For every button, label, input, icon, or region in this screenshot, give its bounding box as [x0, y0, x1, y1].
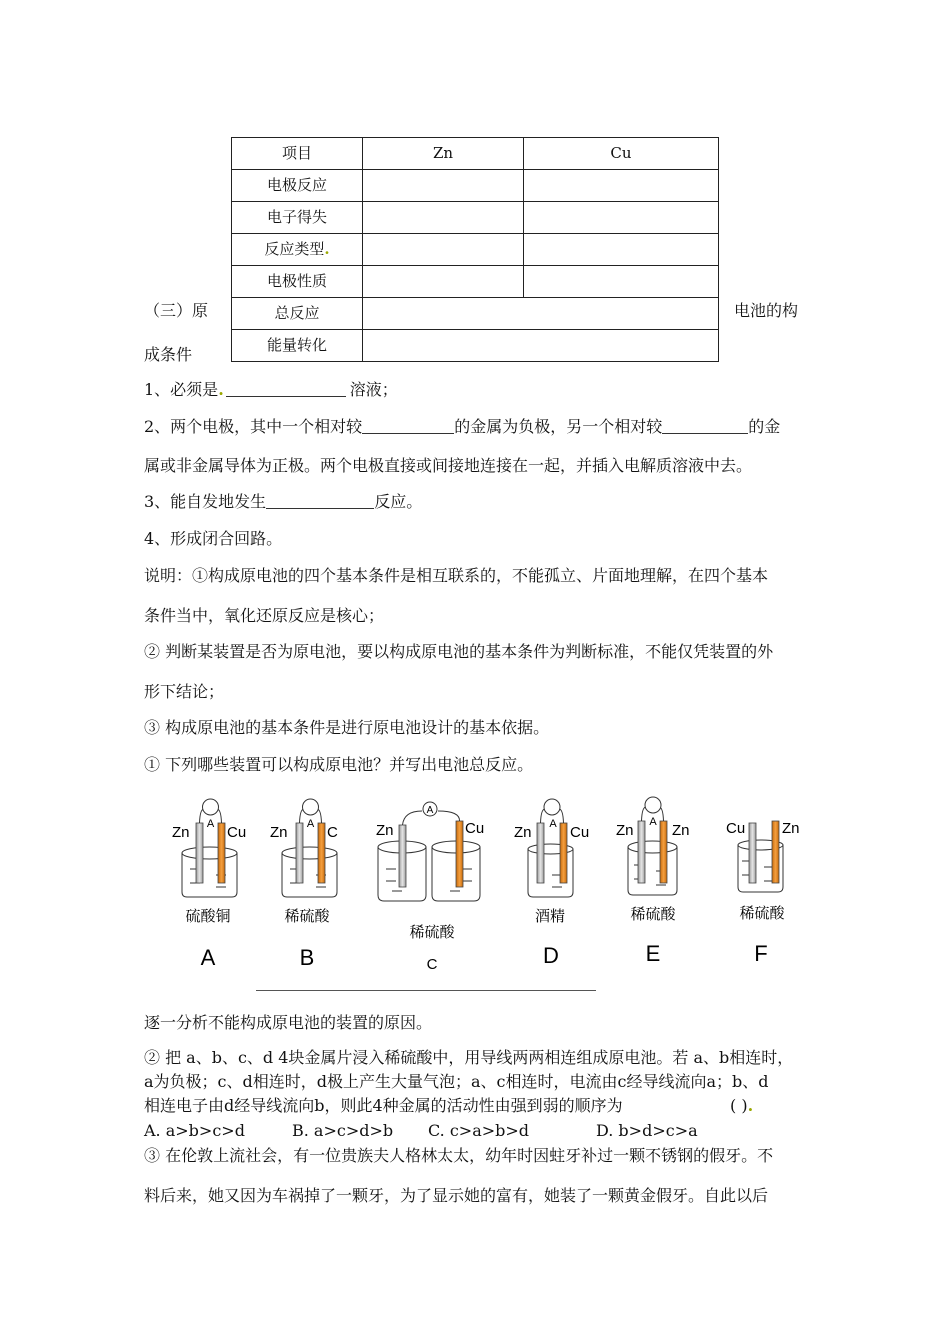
device-b-left-label: Zn	[270, 824, 288, 841]
device-b	[270, 799, 338, 970]
mark-dot: .	[324, 240, 330, 258]
fill-blank	[266, 493, 374, 509]
question-3-line1: ③ 在伦敦上流社会，有一位贵族夫人格林太太，幼年时因蛀牙补过一颗不锈钢的假牙。不	[144, 1146, 774, 1165]
ammeter-icon	[203, 799, 219, 815]
device-a-meter: A	[206, 818, 215, 830]
answer-paren-text: ( )	[730, 1096, 748, 1115]
device-e-right-label: Zn	[672, 822, 690, 839]
note-1-cont: 条件当中，氧化还原反应是核心；	[144, 606, 385, 625]
table-header-cell: Cu	[524, 138, 719, 170]
ammeter-icon	[303, 799, 319, 815]
condition-1-text: 溶液；	[349, 380, 398, 399]
electrode-right	[318, 823, 325, 883]
condition-3	[144, 492, 422, 512]
table-cell	[524, 266, 719, 298]
section-title-right: 电池的构	[734, 301, 799, 320]
electrode-left	[537, 823, 544, 883]
device-c-letter: C	[426, 956, 438, 973]
device-a-left-label: Zn	[172, 824, 190, 841]
table-row-label: 电子得失	[232, 202, 363, 234]
condition-3-text: 3、能自发地发生	[144, 492, 267, 511]
device-c-left-label: Zn	[376, 822, 394, 839]
table-row	[232, 170, 719, 202]
table-header-row	[232, 138, 719, 170]
question-2-line1: ② 把 a、b、c、d 4块金属片浸入稀硫酸中，用导线两两相连组成原电池。若 a、b相连时，	[144, 1048, 794, 1067]
condition-1-text: 1、必须是	[144, 380, 219, 399]
section-title-left: （三）原	[144, 301, 209, 320]
table-cell	[363, 330, 719, 362]
table-row	[232, 266, 719, 298]
condition-2-cont: 属或非金属导体为正极。两个电极直接或间接地连接在一起，并插入电解质溶液中去。	[144, 456, 753, 475]
condition-2-text: 2、两个电极，其中一个相对较	[144, 417, 363, 436]
device-e-solution: 稀硫酸	[630, 906, 676, 923]
device-d-left-label: Zn	[514, 824, 532, 841]
device-b-meter: A	[306, 818, 315, 830]
section-title-cont: 成条件	[144, 345, 193, 364]
table-cell	[524, 170, 719, 202]
electrode-right	[772, 821, 779, 883]
ammeter-icon	[544, 799, 560, 815]
option-c: C. c>a>b>d	[428, 1121, 530, 1140]
device-a-right-label: Cu	[227, 824, 247, 841]
table-row	[232, 234, 719, 266]
device-d-meter: A	[549, 818, 557, 830]
device-b-right-label: C	[327, 824, 338, 841]
electrode-right	[560, 823, 567, 883]
table-cell	[363, 266, 524, 298]
device-f-left-label: Cu	[726, 820, 746, 837]
device-d-right-label: Cu	[570, 824, 590, 841]
apparatus-figure	[160, 795, 820, 995]
device-e-letter: E	[645, 941, 661, 966]
note-1: 说明：①构成原电池的四个基本条件是相互联系的，不能孤立、片面地理解，在四个基本	[144, 566, 769, 585]
table-cell	[524, 202, 719, 234]
device-d	[514, 799, 589, 968]
table-row	[232, 330, 719, 362]
note-2-cont: 形下结论；	[144, 682, 225, 701]
electrode-right	[456, 821, 463, 887]
table-row	[232, 202, 719, 234]
table-row-label-text: 反应类型	[264, 240, 325, 258]
condition-4: 4、形成闭合回路。	[144, 529, 283, 548]
device-f-letter: F	[754, 941, 768, 966]
answer-paren	[730, 1096, 753, 1116]
option-a: A. a>b>c>d	[144, 1121, 245, 1140]
device-f-solution: 稀硫酸	[739, 905, 785, 922]
fill-blank	[662, 418, 748, 434]
device-c-right-label: Cu	[465, 820, 485, 837]
electrode-table	[231, 137, 719, 362]
table-row-label	[232, 234, 363, 266]
table-cell	[363, 298, 719, 330]
answer-line	[256, 990, 596, 991]
electrode-left	[196, 823, 203, 883]
ammeter-icon	[645, 797, 661, 813]
table-row-label: 电极性质	[232, 266, 363, 298]
electrode-right	[660, 821, 667, 883]
device-b-letter: B	[299, 945, 315, 970]
electrode-left	[749, 823, 756, 883]
mark-dot: .	[747, 1096, 754, 1115]
table-header-cell: Zn	[363, 138, 524, 170]
table-row-label: 总反应	[232, 298, 363, 330]
device-d-solution: 酒精	[534, 908, 566, 925]
fill-blank	[226, 381, 346, 397]
question-2-line3: 相连电子由d经导线流向b，则此4种金属的活动性由强到弱的顺序为	[144, 1096, 623, 1115]
option-b: B. a>c>d>b	[292, 1121, 394, 1140]
condition-1	[144, 380, 398, 400]
device-c-meter: A	[426, 805, 434, 816]
device-b-solution: 稀硫酸	[284, 908, 330, 925]
electrode-left	[296, 823, 303, 883]
device-a	[172, 799, 246, 970]
table-row-label: 电极反应	[232, 170, 363, 202]
device-e-meter: A	[649, 816, 657, 828]
table-row-label: 能量转化	[232, 330, 363, 362]
device-c	[376, 802, 484, 973]
question-3-line2: 料后来，她又因为车祸掉了一颗牙，为了显示她的富有，她装了一颗黄金假牙。自此以后	[144, 1186, 769, 1205]
table-cell	[524, 234, 719, 266]
condition-2-text: 的金属为负极，另一个相对较	[454, 417, 663, 436]
electrode-left	[399, 825, 406, 887]
electrode-left	[638, 821, 645, 883]
note-2: ② 判断某装置是否为原电池，要以构成原电池的基本条件为判断标准，不能仅凭装置的外	[144, 642, 774, 661]
table-header-cell: 项目	[232, 138, 363, 170]
table-row	[232, 298, 719, 330]
device-e	[616, 797, 690, 966]
table-cell	[363, 202, 524, 234]
note-3: ③ 构成原电池的基本条件是进行原电池设计的基本依据。	[144, 718, 550, 737]
question-1: ① 下列哪些装置可以构成原电池？并写出电池总反应。	[144, 755, 534, 774]
option-d: D. b>d>c>a	[596, 1121, 698, 1140]
device-e-left-label: Zn	[616, 822, 634, 839]
fill-blank	[362, 418, 454, 434]
device-f-right-label: Zn	[782, 820, 800, 837]
device-d-letter: D	[543, 943, 559, 968]
mark-dot: .	[218, 380, 224, 399]
question-2-line2: a为负极；c、d相连时，d极上产生大量气泡；a、c相连时，电流由c经导线流向a；b、d	[144, 1072, 769, 1091]
table-cell	[363, 170, 524, 202]
device-c-solution: 稀硫酸	[409, 924, 455, 941]
device-a-letter: A	[200, 945, 216, 970]
table-cell	[363, 234, 524, 266]
device-a-solution: 硫酸铜	[185, 908, 231, 925]
condition-2	[144, 417, 780, 437]
electrode-right	[218, 823, 225, 883]
condition-3-text: 反应。	[374, 492, 423, 511]
device-f	[726, 820, 800, 966]
analysis-prompt: 逐一分析不能构成原电池的装置的原因。	[144, 1013, 433, 1032]
condition-2-text: 的金	[748, 417, 781, 436]
